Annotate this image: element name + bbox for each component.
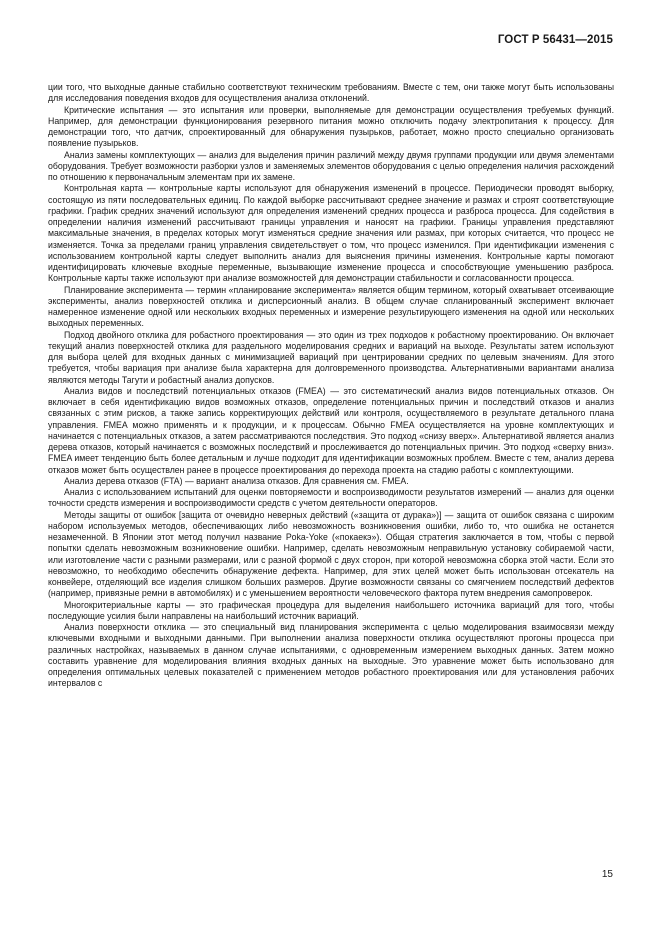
paragraph-response-surface: Анализ поверхности отклика — это специальный вид планирования эксперимента с целью моделирования взаимосвязи между ключевыми входными и выходными данными. При выполнении анализа поверхности отклика осуществляют прогоны процесса при различных настройках, называемых в данном случае испытаниями, с одновременным измерением выходных данных. Затем можно составить уравнение для моделирования влияния входных данных на выходные. Это уравнение может быть использовано для определения оптимальных целевых показателей с применением методов робастного проектирования или для установления рабочих интервалов с [48, 622, 614, 689]
paragraph-dual-response: Подход двойного отклика для робастного проектирования — это один из трех подходов к робастному проектированию. Он включает текущий анализ поверхностей отклика для раздельного моделирования средних и вариаций на выходе. Результаты затем используют для выбора целей для входных данных с минимизацией вариаций при центрировании средних по целевым значениям. Для этого требуется, чтобы вариация при анализе была характерна для долговременного производства. Альтернативными вариантами анализа являются методы Тагути и робастный анализ допусков. [48, 329, 614, 385]
document-body [48, 82, 614, 690]
paragraph-gage-rr: Анализ с использованием испытаний для оценки повторяемости и воспроизводимости результатов измерений — анализ для оценки точности средств измерения и воспроизводимости средств с учетом деятельности операторов. [48, 487, 614, 509]
page-number: 15 [601, 869, 613, 880]
paragraph-multi-vari: Многокритериальные карты — это графическая процедура для выделения наибольшего источника вариаций для того, чтобы последующие усилия были направлены на наибольший источник вариаций. [48, 599, 614, 621]
paragraph-continuation: ции того, что выходные данные стабильно соответствуют техническим требованиям. Вместе с тем, они также могут быть использованы для исследования поведения входов для осуществления анализа отклонений. [48, 82, 614, 104]
paragraph-fta: Анализ дерева отказов (FTA) — вариант анализа отказов. Для сравнения см. FMEA. [64, 475, 409, 486]
paragraph-design-of-experiments: Планирование эксперимента — термин «планирование эксперимента» является общим термином, который охватывает отсеивающие эксперименты, анализ поверхностей отклика и дисперсионный анализ. В общем случае спланированный эксперимент включает намеренное изменение одной или нескольких входных переменных и измерение результирующего изменения на одной или нескольких выходных переменных. [48, 284, 614, 329]
paragraph-component-swap: Анализ замены комплектующих — анализ для выделения причин различий между двумя группами продукции или двумя элементами оборудования. Требует возможности разборки узлов и заменяемых элементов оборудования с целью определения наличия расхождений по отношению к первоначальным элементам при их замене. [48, 149, 614, 182]
paragraph-control-chart: Контрольная карта — контрольные карты используют для обнаружения изменений в процессе. Периодически проводят выборку, состоящую из пяти последовательных единиц. По каждой выборке рассчитывают среднее значение и размах и строят соответствующие графики. График средних значений используют для определения изменений средних процесса и разброса процесса. Для содействия в определении наличия изменений рассчитывают границы управления и наносят на графики. Границы управления представляют максимальные значения, в пределах которых могут изменяться средние значения или размах, при которых считается, что процесс не изменяется. Точка за пределами границ управления свидетельствует о том, что процесс изменился. При идентификации изменения с использованием контрольной карты следует выполнить анализ для выяснения причины изменения. Контрольные карты помогают идентифицировать ключевые входные переменные, вызывающие изменение процесса и способствующие уменьшению разброса. Контрольные карты также используют при анализе возможностей для демонстрации стабильности и согласованности процесса. [48, 183, 614, 284]
paragraph-error-proofing: Методы защиты от ошибок [защита от очевидно неверных действий («защита от дурака»)] — защита от ошибок связана с широким набором используемых методов, обеспечивающих либо невозможность возникновения ошибки, либо то, что ошибка не останется незамеченной. В Японии этот метод получил название Poka-Yoke («покаекэ»). Общая стратегия заключается в том, чтобы с первой попытки сделать невозможным возникновение ошибки. Например, сделать невозможным неправильную установку собираемой части, или изготовление части с разными размерами, или с разной формой с двух сторон, при которой невозможна сборка этой части. Если это невозможно, то необходимо обеспечить обнаружение дефекта. Например, для этих целей может быть использован отсекатель на конвейере, отделяющий все изделия слишком больших размеров. Другие возможности связаны со смягчением последствий дефектов (например, привязные ремни в автомобилях) и с уменьшением вероятности человеческого фактора путем внедрения самопроверок. [48, 509, 614, 599]
standard-designation: ГОСТ Р 56431—2015 [497, 34, 613, 46]
paragraph-fmea: Анализ видов и последствий потенциальных отказов (FMEA) — это систематический анализ видов потенциальных отказов. Он включает в себя идентификацию видов возможных отказов, определение потенциальных причин и последствий отказов и анализ связанных с этим рисков, а также запись корректирующих действий или контроля, осуществляемого в результате детального плана управления. FMEA можно применять и к продукции, и к процессам. Обычно FMEA осуществляется на уровне комплектующих и начинается с потенциальных отказов, а затем рассматриваются последствия. Это подход «снизу вверх». Альтернативой является анализ дерева отказов, который начинается с возможных последствий и прослеживается до потенциальных причин. Это подход «сверху вниз». FMEA имеет тенденцию быть более детальным и лучше подходит для идентификации возможных проблем. Вместе с тем, анализ дерева отказов может быть осуществлен ранее в процессе проектирования до перехода проекта на стадию работы с комплектующими. [48, 385, 614, 475]
paragraph-critical-tests: Критические испытания — это испытания или проверки, выполняемые для демонстрации осуществления требуемых функций. Например, для демонстрации функционирования резервного питания можно отключить подачу электропитания к процессу. Для демонстрации того, что датчик, спроектированный для обнаружения пузырьков, работает, можно просто специально организовать появление пузырьков. [48, 104, 614, 149]
